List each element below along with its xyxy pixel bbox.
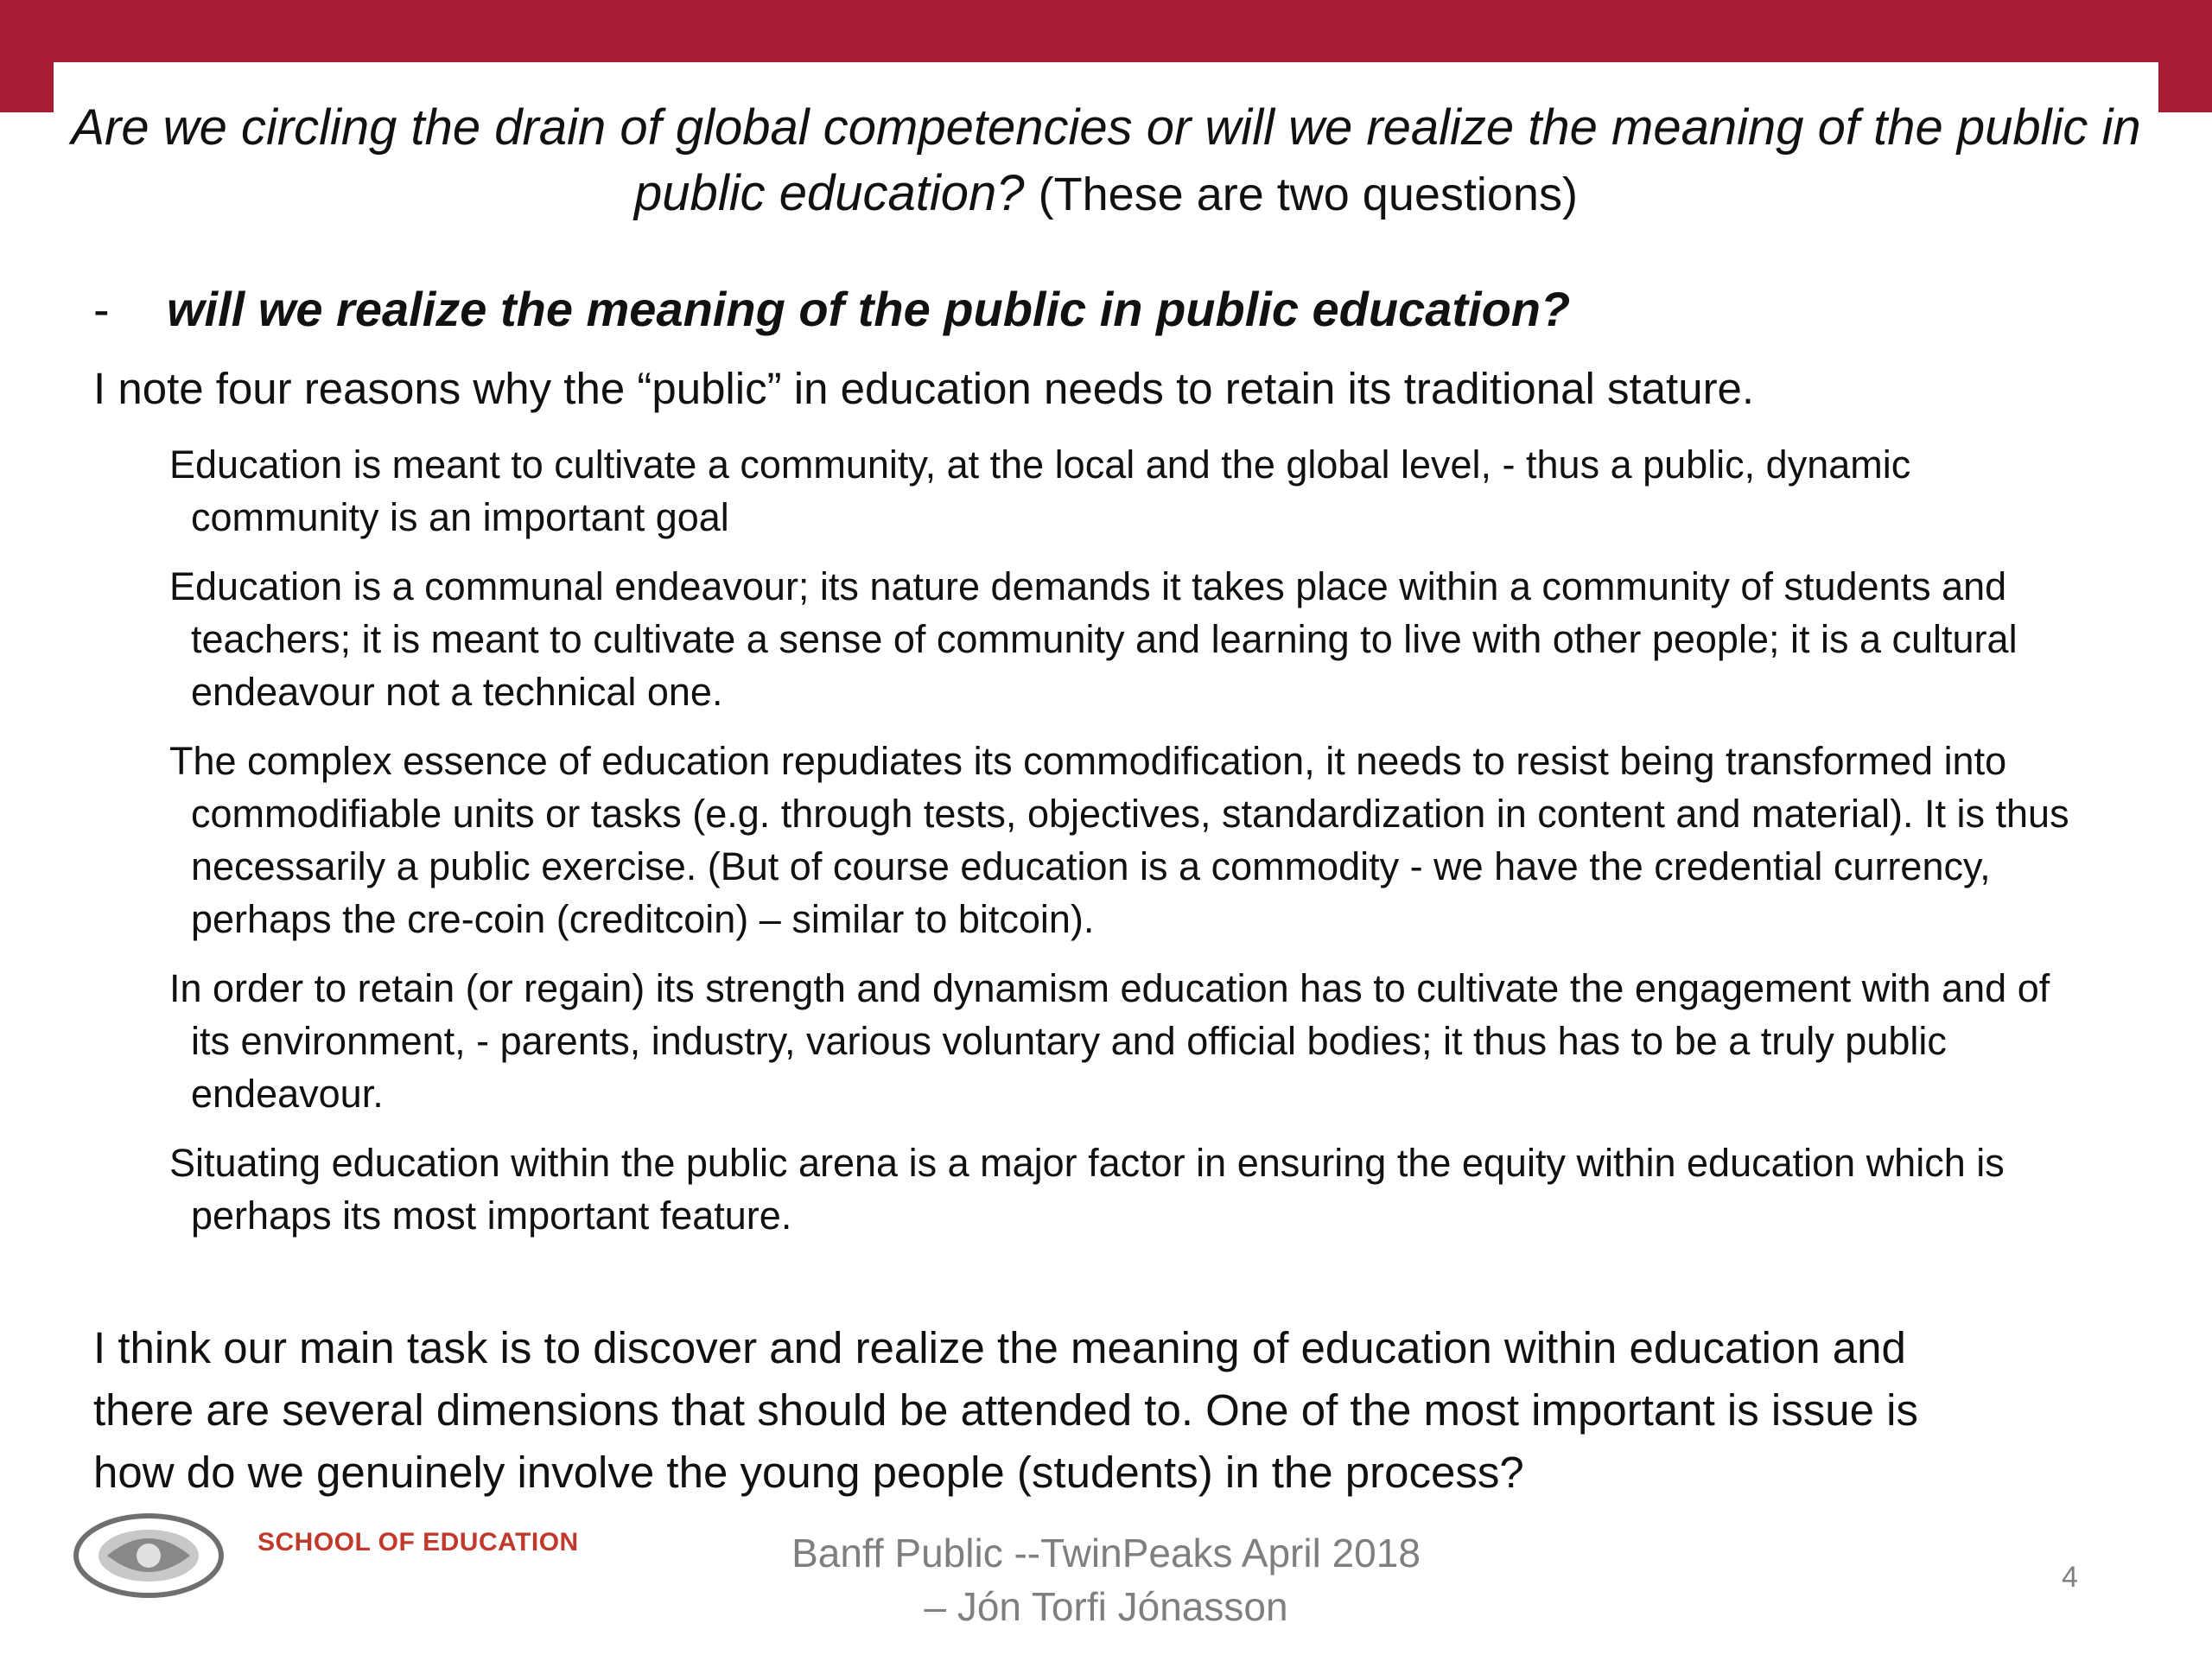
footer-caption	[691, 1526, 1521, 1633]
page-number: 4	[2062, 1561, 2078, 1594]
subheading: will we realize the meaning of the public in public education?	[167, 282, 1571, 336]
header-bar-right-tab	[2158, 62, 2212, 112]
subhead-dash: -	[93, 282, 110, 336]
school-name: SCHOOL OF EDUCATION	[257, 1528, 579, 1556]
reason-item: Education is a communal endeavour; its nature demands it takes place within a community of students and teachers; it is meant to cultivate a sense of community and learning to live with other people; it is a cultural endeavour not a technical one.	[169, 564, 2018, 714]
slide-title	[52, 95, 2160, 227]
reason-item: The complex essence of education repudiates its commodification, it needs to resist being transformed into commodifiable units or tasks (e.g. through tests, objectives, standardization in content and material). It is thus necessarily a public exercise. (But of course education is a commodity - we have the credential currency, perhaps the cre-coin (creditcoin) – similar to bitcoin).	[169, 739, 2069, 941]
header-bar-left-tab	[0, 62, 54, 112]
reason-item: In order to retain (or regain) its strength and dynamism education has to cultivate the engagement with and of its environment, - parents, industry, various voluntary and official bodies; it thus has to be a truly public endeavour.	[169, 966, 2050, 1116]
header-bar	[0, 0, 2212, 62]
reason-item: Education is meant to cultivate a community, at the local and the global level, - thus a public, dynamic community is an important goal	[169, 442, 1911, 539]
reason-item: Situating education within the public arena is a major factor in ensuring the equity within education which is perhaps its most important feature.	[169, 1141, 2005, 1238]
university-seal-logo	[73, 1512, 225, 1599]
intro-text: I note four reasons why the “public” in education needs to retain its traditional stature.	[93, 364, 1755, 413]
title-note: (These are two questions)	[1038, 169, 1578, 220]
closing-text: I think our main task is to discover and realize the meaning of education within education and there are several dimensions that should be attended to. One of the most important is issue is how do we genuinely involve the young people (students) in the process?	[93, 1323, 1918, 1497]
title-question: Are we circling the drain of global competencies or will we realize the meaning of the public in public education?	[71, 99, 2141, 221]
footer-line-1: Banff Public --TwinPeaks April 2018	[791, 1531, 1421, 1575]
footer-line-2: – Jón Torfi Jónasson	[924, 1584, 1288, 1629]
reasons-list	[169, 438, 2096, 1258]
